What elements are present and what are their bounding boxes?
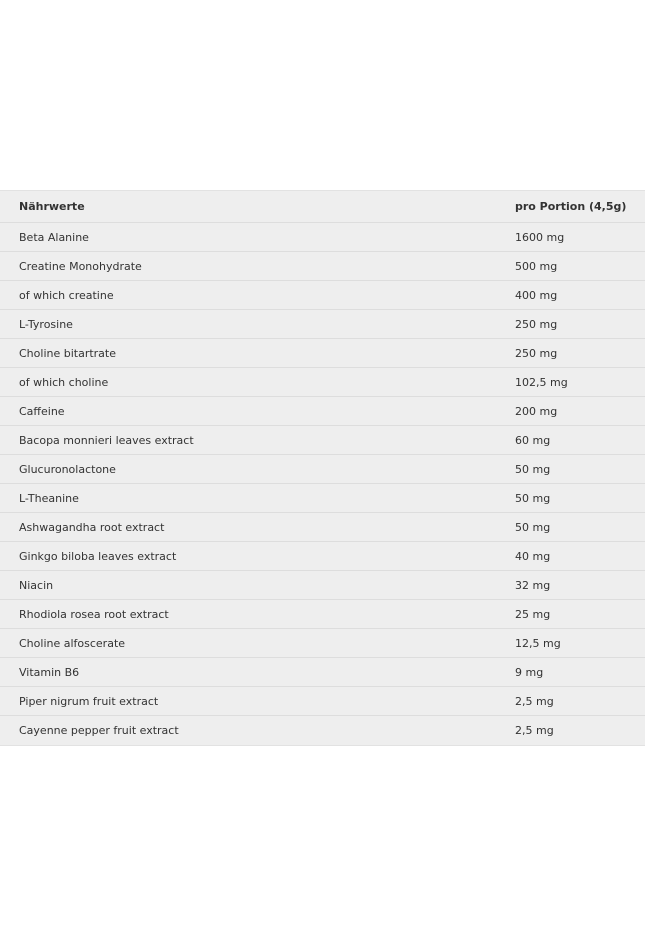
table-row: [0, 687, 645, 716]
table-row: [0, 397, 645, 426]
table-row: [0, 571, 645, 600]
nutrient-name: Beta Alanine: [19, 230, 89, 244]
nutrition-table: [0, 190, 645, 746]
table-row: [0, 658, 645, 687]
table-row: [0, 426, 645, 455]
nutrient-amount: 9 mg: [515, 665, 544, 679]
nutrient-name: Ginkgo biloba leaves extract: [19, 549, 177, 563]
nutrient-amount: 1600 mg: [515, 230, 565, 244]
nutrient-amount: 2,5 mg: [515, 694, 554, 708]
nutrient-name: Cayenne pepper fruit extract: [19, 724, 179, 737]
table-row: [0, 542, 645, 571]
nutrient-amount: 40 mg: [515, 549, 551, 563]
nutrient-amount: 400 mg: [515, 288, 558, 302]
table-row: [0, 368, 645, 397]
table-row: [0, 716, 645, 745]
nutrient-name: Choline alfoscerate: [19, 636, 126, 650]
table-row: [0, 310, 645, 339]
nutrient-name: Piper nigrum fruit extract: [19, 694, 159, 708]
nutrient-amount: 102,5 mg: [515, 375, 568, 389]
nutrient-name: Choline bitartrate: [19, 346, 117, 360]
table-row: [0, 252, 645, 281]
nutrient-name: of which creatine: [19, 288, 114, 302]
nutrient-name: Ashwagandha root extract: [19, 520, 165, 534]
nutrient-amount: 50 mg: [515, 462, 551, 476]
nutrient-amount: 250 mg: [515, 317, 558, 331]
table-body: [0, 223, 645, 745]
table-row: [0, 455, 645, 484]
nutrient-name: Glucuronolactone: [19, 462, 116, 476]
nutrient-amount: 60 mg: [515, 433, 551, 447]
nutrient-name: Bacopa monnieri leaves extract: [19, 433, 194, 447]
table-row: [0, 281, 645, 310]
header-per-portion: pro Portion (4,5g): [515, 200, 627, 213]
table-row: [0, 223, 645, 252]
nutrient-name: L-Theanine: [19, 491, 79, 505]
nutrient-name: Vitamin B6: [19, 665, 80, 679]
table-header-row: [0, 191, 645, 223]
nutrient-amount: 200 mg: [515, 404, 558, 418]
nutrient-name: of which choline: [19, 375, 109, 389]
table-row: [0, 629, 645, 658]
nutrient-amount: 32 mg: [515, 578, 551, 592]
nutrient-name: Caffeine: [19, 404, 65, 418]
table-row: [0, 600, 645, 629]
nutrient-name: Rhodiola rosea root extract: [19, 607, 169, 621]
nutrient-name: Niacin: [19, 578, 54, 592]
nutrient-name: L-Tyrosine: [19, 317, 73, 331]
nutrient-amount: 2,5 mg: [515, 724, 554, 737]
table-row: [0, 513, 645, 542]
nutrient-amount: 500 mg: [515, 259, 558, 273]
nutrient-name: Creatine Monohydrate: [19, 259, 142, 273]
nutrient-amount: 25 mg: [515, 607, 551, 621]
table-row: [0, 484, 645, 513]
header-nutrient: Nährwerte: [19, 200, 85, 213]
table-row: [0, 339, 645, 368]
nutrient-amount: 50 mg: [515, 491, 551, 505]
nutrient-amount: 250 mg: [515, 346, 558, 360]
nutrient-amount: 12,5 mg: [515, 636, 561, 650]
nutrient-amount: 50 mg: [515, 520, 551, 534]
